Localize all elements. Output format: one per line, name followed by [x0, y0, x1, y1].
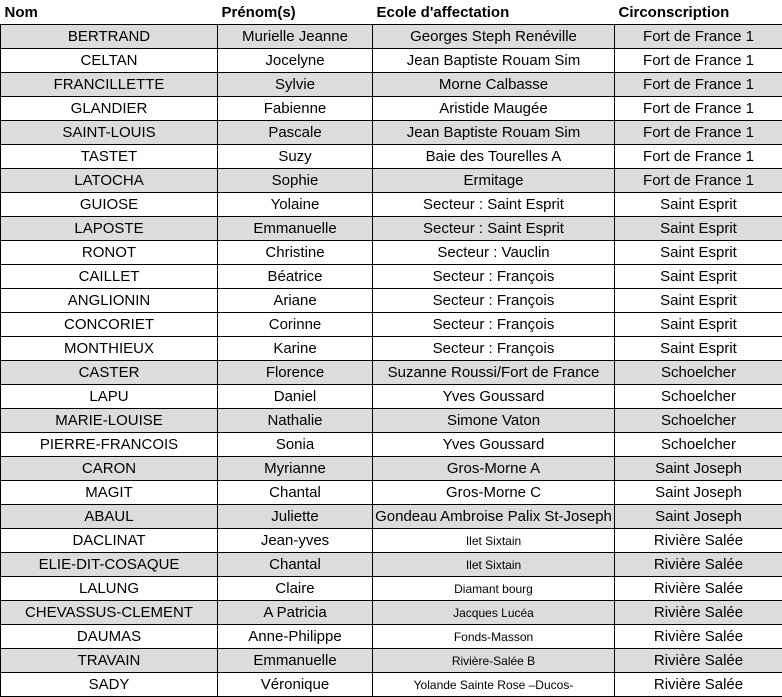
cell-nom: ABAUL [1, 505, 218, 529]
header-nom: Nom [1, 0, 218, 25]
cell-ecole: Secteur : Saint Esprit [373, 193, 615, 217]
table-row [1, 577, 782, 601]
cell-prenom: Pascale [218, 121, 373, 145]
header-ecole: Ecole d'affectation [373, 0, 615, 25]
cell-nom: TASTET [1, 145, 218, 169]
cell-nom: LAPOSTE [1, 217, 218, 241]
cell-nom: SADY [1, 673, 218, 697]
cell-circonscription: Saint Esprit [615, 289, 782, 313]
cell-nom: ELIE-DIT-COSAQUE [1, 553, 218, 577]
cell-circonscription: Saint Esprit [615, 337, 782, 361]
cell-nom: LATOCHA [1, 169, 218, 193]
cell-prenom: Véronique [218, 673, 373, 697]
cell-nom: CONCORIET [1, 313, 218, 337]
cell-nom: DACLINAT [1, 529, 218, 553]
cell-circonscription: Saint Esprit [615, 193, 782, 217]
cell-circonscription: Schoelcher [615, 433, 782, 457]
cell-ecole: Jean Baptiste Rouam Sim [373, 49, 615, 73]
table-row [1, 241, 782, 265]
cell-prenom: Chantal [218, 481, 373, 505]
cell-prenom: Murielle Jeanne [218, 25, 373, 49]
table-row [1, 505, 782, 529]
cell-ecole: Morne Calbasse [373, 73, 615, 97]
cell-ecole: Yolande Sainte Rose –Ducos- [373, 673, 615, 697]
table-row [1, 337, 782, 361]
table-row [1, 553, 782, 577]
cell-nom: SAINT-LOUIS [1, 121, 218, 145]
cell-nom: ANGLIONIN [1, 289, 218, 313]
cell-circonscription: Rivière Salée [615, 649, 782, 673]
cell-prenom: Ariane [218, 289, 373, 313]
cell-circonscription: Saint Esprit [615, 265, 782, 289]
table-row [1, 49, 782, 73]
cell-nom: FRANCILLETTE [1, 73, 218, 97]
cell-ecole: Aristide Maugée [373, 97, 615, 121]
cell-prenom: Juliette [218, 505, 373, 529]
cell-prenom: Sophie [218, 169, 373, 193]
cell-prenom: Emmanuelle [218, 217, 373, 241]
cell-ecole: Ilet Sixtain [373, 529, 615, 553]
table-row [1, 409, 782, 433]
cell-nom: GLANDIER [1, 97, 218, 121]
cell-nom: LAPU [1, 385, 218, 409]
cell-ecole: Jean Baptiste Rouam Sim [373, 121, 615, 145]
cell-prenom: Florence [218, 361, 373, 385]
cell-ecole: Suzanne Roussi/Fort de France [373, 361, 615, 385]
cell-circonscription: Fort de France 1 [615, 25, 782, 49]
cell-ecole: Secteur : François [373, 265, 615, 289]
table-row [1, 385, 782, 409]
cell-nom: RONOT [1, 241, 218, 265]
table-row [1, 649, 782, 673]
cell-prenom: Karine [218, 337, 373, 361]
cell-prenom: Fabienne [218, 97, 373, 121]
cell-circonscription: Saint Esprit [615, 313, 782, 337]
header-prenom: Prénom(s) [218, 0, 373, 25]
cell-circonscription: Schoelcher [615, 361, 782, 385]
cell-ecole: Secteur : François [373, 337, 615, 361]
cell-circonscription: Fort de France 1 [615, 73, 782, 97]
table-row [1, 433, 782, 457]
cell-ecole: Ilet Sixtain [373, 553, 615, 577]
cell-nom: CAILLET [1, 265, 218, 289]
table-row [1, 193, 782, 217]
table-row [1, 625, 782, 649]
cell-ecole: Gros-Morne A [373, 457, 615, 481]
cell-prenom: Corinne [218, 313, 373, 337]
table-row [1, 169, 782, 193]
cell-prenom: Jocelyne [218, 49, 373, 73]
cell-ecole: Baie des Tourelles A [373, 145, 615, 169]
cell-circonscription: Saint Esprit [615, 217, 782, 241]
cell-prenom: Yolaine [218, 193, 373, 217]
cell-circonscription: Rivière Salée [615, 601, 782, 625]
cell-circonscription: Rivière Salée [615, 625, 782, 649]
table-row [1, 217, 782, 241]
cell-nom: GUIOSE [1, 193, 218, 217]
cell-ecole: Secteur : François [373, 289, 615, 313]
table-row [1, 481, 782, 505]
table-row [1, 361, 782, 385]
cell-nom: PIERRE-FRANCOIS [1, 433, 218, 457]
cell-ecole: Gros-Morne C [373, 481, 615, 505]
cell-ecole: Gondeau Ambroise Palix St-Joseph [373, 505, 615, 529]
cell-ecole: Secteur : François [373, 313, 615, 337]
cell-nom: MAGIT [1, 481, 218, 505]
table-row [1, 529, 782, 553]
table-row [1, 73, 782, 97]
cell-prenom: Anne-Philippe [218, 625, 373, 649]
table-row [1, 313, 782, 337]
cell-prenom: Sylvie [218, 73, 373, 97]
cell-nom: TRAVAIN [1, 649, 218, 673]
table-row [1, 25, 782, 49]
table-row [1, 97, 782, 121]
cell-ecole: Simone Vaton [373, 409, 615, 433]
table-row [1, 457, 782, 481]
cell-prenom: Sonia [218, 433, 373, 457]
cell-circonscription: Fort de France 1 [615, 169, 782, 193]
cell-prenom: A Patricia [218, 601, 373, 625]
cell-nom: DAUMAS [1, 625, 218, 649]
cell-ecole: Yves Goussard [373, 433, 615, 457]
cell-ecole: Yves Goussard [373, 385, 615, 409]
cell-circonscription: Rivière Salée [615, 553, 782, 577]
cell-nom: BERTRAND [1, 25, 218, 49]
table-row [1, 121, 782, 145]
cell-ecole: Georges Steph Renéville [373, 25, 615, 49]
cell-ecole: Secteur : Vauclin [373, 241, 615, 265]
header-circonscription: Circonscription [615, 0, 782, 25]
cell-prenom: Claire [218, 577, 373, 601]
cell-nom: MONTHIEUX [1, 337, 218, 361]
cell-prenom: Emmanuelle [218, 649, 373, 673]
table-row [1, 145, 782, 169]
cell-nom: CARON [1, 457, 218, 481]
table-row [1, 289, 782, 313]
cell-ecole: Diamant bourg [373, 577, 615, 601]
cell-circonscription: Fort de France 1 [615, 49, 782, 73]
cell-ecole: Secteur : Saint Esprit [373, 217, 615, 241]
cell-circonscription: Rivière Salée [615, 577, 782, 601]
cell-prenom: Jean-yves [218, 529, 373, 553]
cell-prenom: Daniel [218, 385, 373, 409]
cell-ecole: Rivière-Salée B [373, 649, 615, 673]
cell-circonscription: Saint Joseph [615, 481, 782, 505]
cell-nom: MARIE-LOUISE [1, 409, 218, 433]
cell-nom: LALUNG [1, 577, 218, 601]
cell-ecole: Jacques Lucéa [373, 601, 615, 625]
cell-ecole: Ermitage [373, 169, 615, 193]
cell-prenom: Béatrice [218, 265, 373, 289]
cell-prenom: Nathalie [218, 409, 373, 433]
cell-circonscription: Rivière Salée [615, 529, 782, 553]
header-row [1, 0, 782, 25]
cell-circonscription: Saint Esprit [615, 241, 782, 265]
table-row [1, 601, 782, 625]
cell-prenom: Myrianne [218, 457, 373, 481]
cell-nom: CASTER [1, 361, 218, 385]
cell-circonscription: Rivière Salée [615, 673, 782, 697]
cell-nom: CELTAN [1, 49, 218, 73]
cell-circonscription: Saint Joseph [615, 457, 782, 481]
table-row [1, 673, 782, 697]
cell-circonscription: Fort de France 1 [615, 121, 782, 145]
cell-circonscription: Schoelcher [615, 385, 782, 409]
cell-prenom: Christine [218, 241, 373, 265]
cell-circonscription: Saint Joseph [615, 505, 782, 529]
table-row [1, 265, 782, 289]
cell-prenom: Suzy [218, 145, 373, 169]
cell-circonscription: Schoelcher [615, 409, 782, 433]
cell-nom: CHEVASSUS-CLEMENT [1, 601, 218, 625]
cell-prenom: Chantal [218, 553, 373, 577]
cell-ecole: Fonds-Masson [373, 625, 615, 649]
cell-circonscription: Fort de France 1 [615, 97, 782, 121]
cell-circonscription: Fort de France 1 [615, 145, 782, 169]
